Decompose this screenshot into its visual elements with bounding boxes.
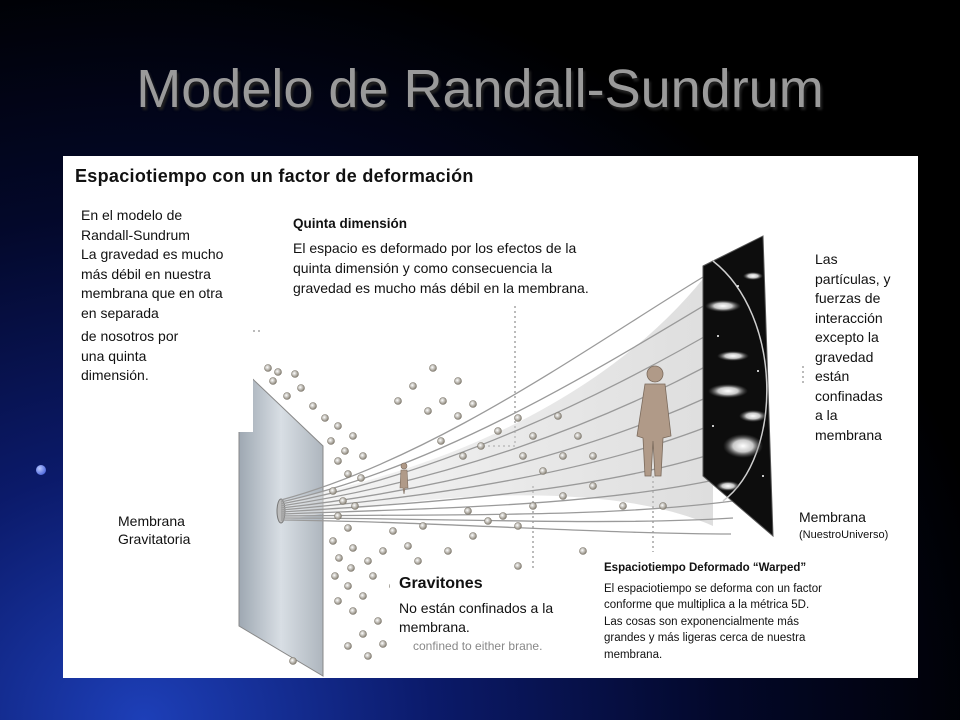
gravitons-note <box>399 574 589 637</box>
left-note-line: en separada <box>81 304 159 321</box>
panel-heading: Espaciotiempo con un factor de deformación <box>75 166 474 186</box>
left-note-line: dimensión. <box>81 367 149 383</box>
particles-line: gravedad <box>815 348 874 365</box>
particles-line: fuerzas de <box>815 290 881 306</box>
left-note-line: una quinta <box>81 347 147 364</box>
particles-line: interacción <box>815 309 883 326</box>
particles-note <box>815 250 913 445</box>
left-note-line: Randall-Sundrum <box>81 226 190 243</box>
particles-line: confinadas <box>815 387 883 404</box>
particles-line: Las <box>815 251 838 267</box>
bullet-icon <box>36 465 46 475</box>
our-membrane-subline: (NuestroUniverso) <box>799 529 889 541</box>
slide-title: Modelo de Randall-Sundrum <box>136 59 824 119</box>
our-membrane-line: Membrana <box>799 509 866 525</box>
left-note <box>81 206 256 386</box>
particles-line: partículas, y <box>815 270 891 287</box>
warped-note <box>604 560 914 663</box>
warped-line: grandes y más ligeras cerca de nuestra <box>604 632 806 644</box>
particles-line: están <box>815 368 850 384</box>
residual-caption: confined to either brane. <box>413 639 543 653</box>
particles-line: membrana <box>815 426 882 443</box>
warped-title: Espaciotiempo Deformado “Warped” <box>604 562 807 574</box>
gravitons-line: No están confinados a la <box>399 600 554 616</box>
our-membrane-label <box>799 508 888 544</box>
left-note-line: más débil en nuestra <box>81 265 211 282</box>
warped-line: Las cosas son exponencialmente más <box>604 615 799 628</box>
gravity-membrane-label <box>118 512 190 548</box>
particles-line: a la <box>815 407 838 423</box>
particles-line: excepto la <box>815 329 879 345</box>
gravity-membrane-line: Membrana <box>118 513 185 529</box>
left-note-line: La gravedad es mucho <box>81 246 224 262</box>
fifth-dimension-note <box>293 214 653 298</box>
left-note-line: En el modelo de <box>81 207 183 223</box>
left-note-line: membrana que en otra <box>81 285 223 301</box>
gravitons-title: Gravitones <box>399 575 483 592</box>
fifth-dimension-title: Quinta dimensión <box>293 216 408 231</box>
left-note-line: de nosotros por <box>81 328 179 344</box>
our-universe-membrane-shape <box>703 236 773 536</box>
warped-line: membrana. <box>604 648 663 661</box>
fifth-dimension-line: El espacio es deformado por los efectos de la <box>293 240 577 256</box>
warped-line: conforme que multiplica a la métrica 5D. <box>604 599 810 611</box>
gravitons-line: membrana. <box>399 619 470 635</box>
fifth-dimension-line: quinta dimensión y como consecuencia la <box>293 260 553 276</box>
gravity-membrane-line: Gravitatoria <box>118 531 191 547</box>
diagram-panel <box>63 156 918 678</box>
warped-line: El espaciotiempo se deforma con un factor <box>604 582 822 595</box>
fifth-dimension-line: gravedad es mucho más débil en la membrana. <box>293 280 589 296</box>
